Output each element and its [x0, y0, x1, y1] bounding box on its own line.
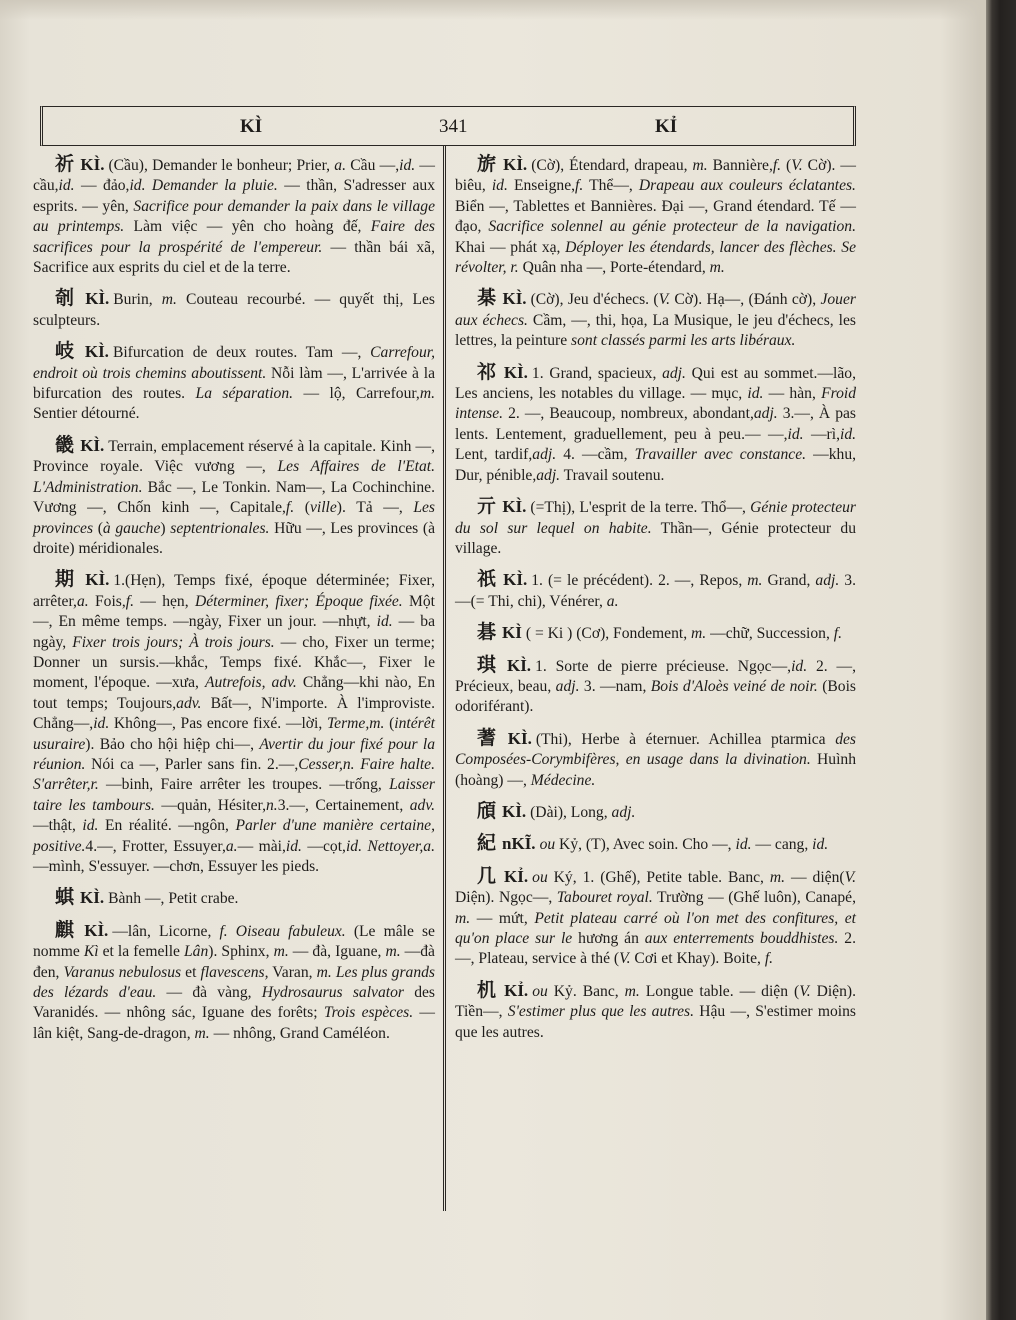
- entry-text-italic: id.: [285, 837, 302, 855]
- dictionary-entry: [455, 866, 856, 970]
- entry-text: En réalité. —ngôn,: [98, 817, 236, 835]
- entry-text-italic: Cesser,n. Faire halte. S'arrêter,r.: [33, 755, 435, 794]
- dictionary-entry: [455, 833, 856, 855]
- entry-text-italic: Laisser taire les tambours.: [33, 776, 435, 814]
- entry-text-italic: m.: [747, 572, 763, 590]
- dictionary-entry: [33, 154, 435, 278]
- entry-text: — đảo,: [74, 177, 130, 195]
- entry-character: 岐: [55, 340, 79, 363]
- entry-text-italic: Génie protecteur du sol sur lequel on habite.: [455, 499, 856, 537]
- entry-text-italic: id.: [812, 836, 829, 854]
- entry-text-italic: m.: [769, 868, 786, 886]
- entry-text-italic: id.: [735, 836, 752, 854]
- entry-text: (Cờ), Étendard, drapeau,: [531, 157, 693, 174]
- entry-text: 3.—, Certainement,: [277, 796, 410, 814]
- entry-text-italic: m.: [273, 943, 289, 961]
- entry-text-italic: id. Demander la pluie.: [129, 177, 278, 195]
- dictionary-entry: [455, 980, 856, 1043]
- entry-text-italic: aux enterrements bouddhistes.: [644, 930, 839, 947]
- entry-text: hương án: [572, 930, 645, 947]
- entry-character: 蓍: [477, 726, 502, 749]
- entry-text-italic: a.: [76, 592, 89, 610]
- entry-character: 祇: [477, 568, 498, 591]
- entry-text: Chẳng—khi nào, En tout temps; Toujours,: [33, 674, 435, 712]
- entry-text: et la femelle: [98, 943, 184, 961]
- entry-headword: KÌ.: [502, 289, 527, 309]
- entry-text: (Cờ), Jeu d'échecs. (: [530, 291, 659, 309]
- entry-text: Terrain, emplacement réservé à la capitale. Kinh —, Province royale. Việc vương —,: [33, 437, 435, 476]
- entry-text: (Cầu), Demander le bonheur; Prier,: [108, 157, 335, 174]
- entry-text: —thật,: [33, 817, 83, 835]
- entry-text: Thần—, Génie protecteur du village.: [455, 519, 856, 557]
- dictionary-entry: [455, 569, 856, 612]
- entry-text: 1. Grand, spacieux,: [531, 364, 663, 382]
- entry-text: Sentier détourné.: [33, 405, 140, 423]
- dictionary-entry: [455, 622, 856, 644]
- entry-text-italic: m. Les plus grands des lézards d'eau.: [33, 963, 435, 1002]
- entry-text: — thần bái xã, Sacrifice aux esprits du ciel et de la terre.: [33, 238, 436, 277]
- entry-text-italic: des Composées-Corymbifères, en usage dans la divination.: [455, 730, 856, 769]
- entry-character: 亓: [477, 495, 497, 518]
- dictionary-entry: [455, 801, 856, 823]
- entry-text: Cầu —,: [346, 157, 400, 174]
- entry-text-italic: Carrefour, endroit où trois chemins aboutissent.: [33, 344, 435, 382]
- entry-text-italic: m.: [385, 943, 401, 961]
- entry-text-italic: m.: [455, 909, 471, 927]
- entry-text-italic: Travailler avec constance.: [634, 446, 807, 464]
- entry-text: Khai — phát xạ,: [455, 238, 566, 256]
- entry-text-italic: m.: [709, 259, 725, 277]
- entry-text: 3. —nam,: [579, 677, 651, 695]
- entry-text: —khu, Dur, pénible,: [455, 446, 857, 484]
- entry-text-italic: Jouer aux échecs.: [455, 291, 856, 329]
- entry-text: Diện). Tiền—,: [455, 982, 856, 1021]
- entry-text: des Varanidés. — nhông sác, Iguane des forêts;: [33, 984, 435, 1022]
- entry-text-italic: a.: [225, 837, 238, 855]
- entry-text: Bannière,: [707, 157, 773, 174]
- entry-text-italic: V.: [658, 291, 671, 309]
- entry-text-italic: m.: [194, 1024, 210, 1042]
- dictionary-entry: [455, 154, 856, 278]
- entry-text-italic: m.: [161, 291, 177, 309]
- entry-text: Travail soutenu.: [560, 466, 665, 484]
- entry-text-italic: id. Nettoyer,a.: [345, 837, 435, 855]
- entry-text-italic: ville: [309, 499, 337, 517]
- entry-text-italic: m.: [624, 982, 640, 1000]
- entry-headword: KÌ.: [80, 888, 105, 908]
- entry-text: — nhông, Grand Caméléon.: [209, 1024, 390, 1042]
- entry-text-italic: ou: [539, 836, 556, 854]
- entry-text: Burin,: [113, 291, 162, 309]
- entry-text: (Bois odoriférant).: [455, 677, 856, 716]
- entry-text: 1. Sorte de pierre précieuse. Ngọc—,: [535, 657, 792, 675]
- entry-text: Hậu —, S'estimer moins que les autres.: [455, 1003, 856, 1041]
- entry-text: Làm việc — yên cho hoàng đế,: [124, 218, 371, 236]
- entry-headword: KÌ.: [502, 801, 527, 821]
- entry-text-italic: Tabouret royal.: [556, 889, 653, 907]
- entry-text-italic: S'estimer plus que les autres.: [507, 1003, 694, 1021]
- entry-text: — đà, Iguane,: [288, 943, 386, 961]
- entry-text: Nói ca —, Parler sans fin. 2.—,: [85, 755, 299, 773]
- entry-text: — thần, S'adresser aux esprits. — yên,: [33, 177, 436, 215]
- entry-text-italic: adj.: [753, 405, 778, 423]
- entry-text: Bất—, N'importe. À l'improviste. Chẳng—,: [33, 694, 435, 733]
- entry-text-italic: f.: [125, 592, 134, 610]
- book-binding-edge: [986, 0, 1016, 1320]
- entry-text: Kỷ. Banc,: [547, 982, 625, 1000]
- entry-text-italic: id.: [787, 425, 804, 443]
- entry-text-italic: Bois d'Aloès veiné de noir.: [650, 677, 818, 695]
- dictionary-entry: [455, 362, 856, 486]
- entry-character: 琪: [477, 653, 501, 676]
- entry-text-italic: f.: [772, 157, 782, 174]
- entry-text: ). Bảo cho hội hiệp chi—,: [85, 735, 260, 753]
- running-header: [40, 106, 856, 146]
- entry-text-italic: flavescens,: [200, 963, 269, 981]
- entry-headword: KỈ.: [504, 866, 529, 886]
- right-column: [455, 154, 856, 1053]
- dictionary-entry: [33, 341, 435, 425]
- entry-text: Bifurcation de deux routes. Tam —,: [112, 344, 371, 362]
- entry-text: —binh, Faire arrêter les troupes. —trống,: [98, 776, 390, 794]
- entry-text-italic: id.: [399, 157, 416, 174]
- entry-text: —rì,: [803, 425, 840, 443]
- entry-character: 麒: [55, 918, 79, 941]
- entry-text-italic: La séparation.: [195, 385, 294, 403]
- entry-character: 期: [55, 568, 80, 591]
- entry-text-italic: f. Oiseau fabuleux.: [219, 922, 346, 940]
- left-column: [33, 154, 435, 1054]
- entry-text: ). Tả —,: [336, 499, 414, 517]
- entry-text-italic: adj.: [815, 572, 840, 590]
- entry-headword: KÌ.: [507, 728, 532, 748]
- entry-text-italic: Déployer les étendards, lancer des flèches. Se révolter, r.: [455, 238, 856, 277]
- entry-text: (=Thị), L'esprit de la terre. Thổ—,: [530, 499, 751, 517]
- entry-text-italic: id.: [491, 177, 508, 195]
- entry-text-italic: f.: [285, 499, 295, 517]
- entry-text: Couteau recourbé. — quyết thị, Les sculpteurs.: [33, 291, 435, 329]
- entry-text-italic: sont classés parmi les arts libéraux.: [571, 332, 796, 350]
- entry-headword: KÌ: [502, 623, 522, 643]
- entry-text-italic: adj.: [611, 803, 636, 821]
- entry-text: — lộ, Carrefour,: [293, 385, 420, 403]
- entry-text-italic: Trois espèces.: [323, 1004, 414, 1022]
- entry-text: Lent, tardif,: [455, 446, 533, 464]
- entry-text: 1.(Hẹn), Temps fixé, époque déterminée; Fixer, arrêter,: [33, 572, 435, 610]
- entry-text: — đà vàng,: [156, 984, 262, 1002]
- entry-text-italic: intérêt usuraire: [33, 715, 435, 753]
- page-top-shadow: [0, 0, 1016, 20]
- entry-text-italic: Médecine.: [530, 771, 596, 789]
- entry-text: 2. —, Beaucoup, nombreux, abondant,: [503, 405, 754, 423]
- entry-text: — mứt,: [470, 909, 535, 927]
- entry-text: 3.—, À pas lents. Lentement, graduellement, peu à peu.— —,: [455, 405, 856, 443]
- dictionary-entry: [33, 920, 435, 1044]
- entry-text: Quân nha —, Porte-étendard,: [518, 259, 710, 277]
- dictionary-entry: [455, 655, 856, 718]
- entry-character: 机: [477, 978, 499, 1001]
- entry-character: 祁: [477, 360, 498, 383]
- entry-headword: KÌ.: [502, 497, 527, 517]
- dictionary-entry: [455, 496, 856, 559]
- entry-text-italic: Terme,m.: [326, 715, 385, 733]
- entry-text-italic: adv.: [176, 694, 202, 712]
- entry-text: Không—, Pas encore fixé. —lời,: [109, 715, 327, 733]
- entry-text: (Dài), Long,: [530, 803, 612, 821]
- entry-text: Kỷ, (T), Avec soin. Cho —,: [555, 836, 736, 854]
- entry-character: 棊: [477, 287, 497, 310]
- dictionary-entry: [33, 887, 435, 909]
- entry-text: Ký, 1. (Ghế), Petite table. Banc,: [547, 868, 770, 886]
- entry-text-italic: adv.: [409, 796, 435, 814]
- entry-text-italic: Kì: [83, 943, 99, 961]
- entry-text-italic: Autrefois, adv.: [204, 674, 297, 692]
- entry-text: Varan,: [268, 963, 317, 981]
- entry-text-italic: a.: [334, 157, 346, 174]
- entry-text-italic: Les Affaires de l'Etat. L'Administration.: [33, 458, 435, 496]
- entry-text-italic: Les provinces: [33, 499, 435, 537]
- entry-text-italic: V.: [844, 868, 856, 886]
- entry-text-italic: Hydrosaurus salvator: [261, 984, 404, 1002]
- entry-text: Longue table. — diện (: [639, 982, 800, 1000]
- entry-text: Thể—,: [583, 177, 639, 195]
- entry-text: Cờ). —biêu,: [455, 157, 856, 195]
- entry-text: — cho, Fixer un terme; Donner un sursis.—khắc, Temps fixé. Khắc—, Fixer le moment, l'époque. —xưa,: [33, 633, 435, 692]
- entry-text-italic: Drapeau aux couleurs éclatantes.: [638, 177, 856, 195]
- header-right-headword: KỈ: [655, 116, 678, 137]
- entry-text-italic: adj.: [536, 466, 561, 484]
- entry-text: —quản, Hésiter,: [154, 796, 266, 814]
- entry-text-italic: à gauche: [102, 519, 161, 537]
- entry-text: Một—, En même temps. —ngày, Fixer un jour. —nhựt,: [33, 592, 435, 631]
- entry-text: — hẹn,: [133, 592, 195, 610]
- entry-text-italic: Déterminer, fixer; Époque fixée.: [194, 592, 403, 610]
- entry-text-italic: Fixer trois jours; À trois jours.: [72, 633, 275, 651]
- entry-text: ( = Ki ) (Cơ), Fondement,: [525, 625, 692, 643]
- entry-text-italic: id.: [839, 425, 857, 443]
- entry-text: — cang,: [751, 836, 813, 854]
- entry-text: — mài,: [237, 837, 286, 855]
- entry-text: 3.—(= Thi, chi), Vénérer,: [455, 572, 856, 610]
- entry-text: —cọt,: [301, 837, 346, 855]
- header-left-headword: KÌ: [240, 116, 263, 137]
- entry-text-italic: f.: [833, 625, 842, 643]
- entry-text: — ba ngày,: [33, 613, 435, 651]
- entry-headword: KÌ.: [506, 655, 532, 675]
- entry-text-italic: Lân: [184, 943, 209, 961]
- entry-text: Nỗi làm —, L'arrivée à la bifurcation des routes.: [33, 364, 435, 403]
- entry-headword: KÌ.: [80, 435, 105, 455]
- dictionary-entry: [455, 728, 856, 791]
- entry-text: —chữ, Succession,: [706, 625, 834, 643]
- entry-text-italic: n.: [266, 796, 278, 814]
- entry-text-italic: id.: [82, 817, 99, 835]
- entry-text-italic: adj.: [555, 677, 580, 695]
- entry-text-italic: ou: [532, 868, 548, 886]
- entry-text: ): [160, 519, 171, 537]
- entry-text: — diện(: [785, 868, 845, 886]
- entry-text-italic: f.: [575, 177, 584, 195]
- entry-text: Bắc —, Le Tonkin. Nam—, La Cochinchine. Vương —, Chốn kinh —, Capitale,: [33, 478, 435, 517]
- entry-text: et: [181, 963, 201, 981]
- entry-text: Huình (hoàng) —,: [455, 751, 856, 789]
- entry-text-italic: Froid intense.: [455, 385, 857, 423]
- entry-text-italic: Parler d'une manière certaine, positive.: [33, 817, 435, 855]
- entry-character: 頎: [477, 799, 497, 822]
- entry-text: Diện). Ngọc—,: [455, 889, 557, 907]
- entry-text: (Le mâle se nomme: [33, 922, 435, 961]
- entry-text: 4.—, Frotter, Essuyer,: [85, 837, 226, 855]
- entry-text-italic: m.: [691, 625, 707, 643]
- entry-text: —đà đen,: [33, 943, 435, 981]
- entry-text: 2. —, Précieux, beau,: [455, 657, 857, 695]
- entry-headword: nKĨ.: [502, 834, 536, 854]
- entry-text-italic: adj.: [532, 446, 557, 464]
- entry-text-italic: V.: [791, 157, 803, 174]
- entry-character: 旂: [477, 153, 498, 175]
- entry-text-italic: Avertir du jour fixé pour la réunion.: [33, 735, 435, 773]
- entry-headword: KÌ.: [85, 570, 110, 590]
- dictionary-entry: [33, 435, 435, 559]
- entry-text-italic: Varanus nebulosus: [63, 963, 182, 981]
- entry-text: Bành —, Petit crabe.: [108, 890, 239, 908]
- entry-text: Trường — (Ghế luôn), Canapé,: [652, 889, 856, 907]
- entry-text: Hữu —, Les provinces (à droite) méridionales.: [33, 519, 436, 557]
- entry-text-italic: m.: [692, 157, 708, 174]
- entry-text-italic: m.: [419, 385, 436, 403]
- entry-text-italic: V.: [799, 982, 811, 1000]
- entry-text: — hàn,: [763, 385, 822, 403]
- entry-headword: KÌ.: [503, 362, 528, 382]
- entry-text-italic: id.: [93, 715, 110, 733]
- entry-text-italic: id.: [58, 177, 75, 195]
- entry-text: Biển —, Tablettes et Bannières. Đại —, Grand étendard. Tế — đạo,: [455, 197, 856, 236]
- entry-text: Cầm, —, thi, họa, La Musique, le jeu d'échecs, les lettres, la peinture: [455, 311, 856, 350]
- entry-character: 几: [477, 864, 499, 887]
- entry-text-italic: a.: [606, 592, 619, 610]
- entry-headword: KÌ.: [84, 342, 109, 362]
- entry-character: 紀: [477, 832, 497, 855]
- entry-text: Enseigne,: [507, 177, 576, 195]
- entry-headword: KÌ.: [84, 920, 109, 940]
- entry-text-italic: Sacrifice solennel au génie protecteur de la navigation.: [488, 218, 856, 236]
- entry-text: —lân, Licorne,: [112, 922, 220, 940]
- entry-text: (Thi), Herbe à éternuer. Achillea ptarmica: [535, 730, 836, 748]
- entry-headword: KÌ.: [503, 155, 528, 174]
- entry-character: 剞: [55, 287, 80, 310]
- entry-character: 蜞: [55, 886, 75, 909]
- entry-text-italic: ou: [532, 982, 548, 1000]
- entry-text: (: [781, 157, 792, 174]
- dictionary-entry: [33, 569, 435, 877]
- entry-text: —mình, S'essuyer. —chơn, Essuyer les pieds.: [33, 858, 320, 875]
- entry-text: 2. —, Plateau, service à thé (: [455, 930, 857, 968]
- entry-text-italic: Faire des sacrifices pour la prospérité de l'empereur.: [33, 218, 435, 256]
- entry-headword: KỈ.: [504, 980, 529, 1000]
- entry-headword: KÌ.: [85, 289, 110, 309]
- column-divider: [443, 146, 446, 1211]
- entry-character: 祈: [55, 153, 75, 175]
- entry-text: (: [294, 499, 310, 517]
- entry-text: Grand,: [762, 572, 816, 590]
- entry-character: 碁: [477, 621, 497, 644]
- page-number: 341: [439, 116, 468, 137]
- entry-headword: KÌ.: [80, 155, 105, 174]
- dictionary-entry: [33, 288, 435, 331]
- entry-text-italic: f.: [764, 950, 774, 968]
- entry-text-italic: septentrionales.: [170, 519, 270, 537]
- entry-text: Cờ). Hạ—, (Đánh cờ),: [670, 291, 821, 309]
- entry-text-italic: Petit plateau carré où l'on met des confitures, et qu'on place sur le: [455, 909, 857, 947]
- entry-text: (: [384, 715, 395, 733]
- entry-text-italic: Sacrifice pour demander la paix dans le village au printemps.: [33, 197, 435, 236]
- entry-text: — lân kiệt, Sang-de-dragon,: [33, 1004, 436, 1042]
- entry-text-italic: id.: [376, 613, 393, 631]
- entry-character: 畿: [55, 433, 75, 456]
- entry-text-italic: id.: [747, 385, 764, 403]
- entry-text: 4. —cầm,: [556, 446, 635, 464]
- entry-text-italic: V.: [619, 950, 631, 968]
- entry-text: (: [93, 519, 103, 537]
- entry-headword: KÌ.: [503, 570, 528, 590]
- entry-text: — cầu,: [33, 157, 435, 195]
- entry-text-italic: id.: [791, 657, 808, 675]
- dictionary-entry: [455, 288, 856, 351]
- entry-text-italic: adj.: [662, 364, 686, 382]
- entry-text: Qui est au sommet.—lão, Les anciens, les notables du village. — mục,: [455, 364, 856, 403]
- entry-text: Fois,: [88, 592, 126, 610]
- entry-text: ). Sphinx,: [208, 943, 274, 961]
- entry-text: Cơi et Khay). Boite,: [630, 950, 765, 968]
- entry-text: 1. (= le précédent). 2. —, Repos,: [531, 572, 748, 590]
